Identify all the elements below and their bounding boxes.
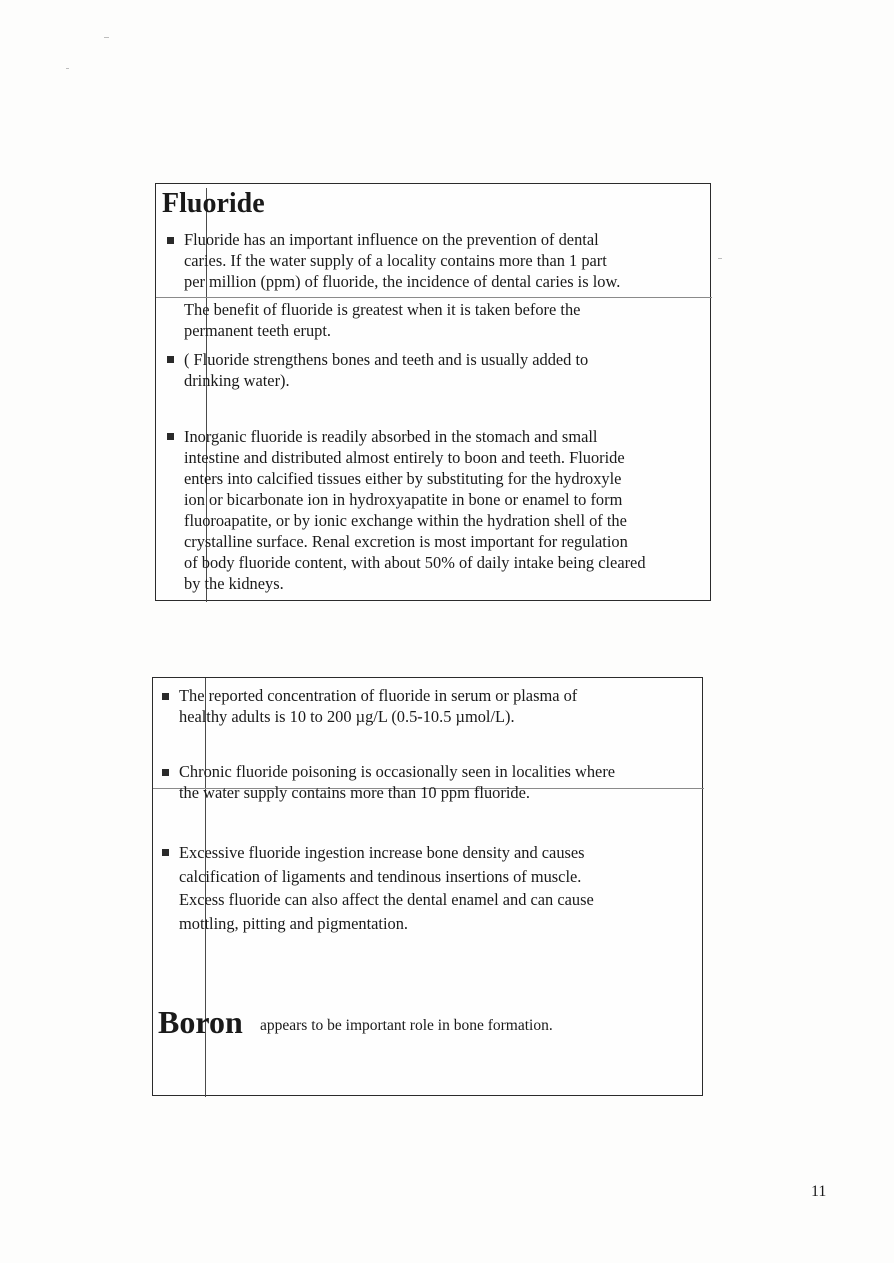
slide-fluoride-boron — [152, 677, 703, 1096]
bullet-icon — [162, 849, 169, 856]
paragraph-excessive-fluoride: Excessive fluoride ingestion increase bone density and causes calcification of ligaments and tendinous insertions of muscle. Excess fluoride can also affect the dental enamel and can cause mottling, pitting and pigmentation. — [179, 843, 594, 933]
boron-heading: Boron — [158, 1004, 243, 1040]
page-number: 11 — [811, 1183, 827, 1200]
bullet-icon — [162, 769, 169, 776]
bullet-icon — [167, 433, 174, 440]
paragraph-fluoride-bones: ( Fluoride strengthens bones and teeth and is usually added to drinking water). — [184, 350, 589, 390]
scan-speck — [718, 258, 722, 259]
scan-speck — [66, 68, 69, 69]
bullet-icon — [167, 356, 174, 363]
paragraph-chronic-poisoning: Chronic fluoride poisoning is occasionally seen in localities where the water supply contains more than 10 ppm fluoride. — [179, 762, 616, 802]
slide-title: Fluoride — [162, 188, 265, 219]
paragraph-fluoride-absorption: Inorganic fluoride is readily absorbed in the stomach and small intestine and distributed almost entirely to boon and teeth. Fluoride enters into calcified tissues either by substituting for the hydroxyle ion or bicarbonate ion in hydroxyapatite in bone or enamel to form fluoroapatite, or by ionic exchange within the hydration shell of the crystalline surface. Renal excretion is most important for regulation of body fluoride content, with about 50% of daily intake being cleared by the kidneys. — [184, 427, 646, 593]
bullet-icon — [167, 237, 174, 244]
paragraph-serum-concentration: The reported concentration of fluoride in serum or plasma of healthy adults is 10 to 200 µg/L (0.5-10.5 µmol/L). — [179, 686, 578, 726]
paragraph-fluoride-benefit: The benefit of fluoride is greatest when it is taken before the permanent teeth erupt. — [184, 300, 581, 340]
slide-fluoride — [155, 183, 711, 601]
paragraph-fluoride-caries: Fluoride has an important influence on the prevention of dental caries. If the water supply of a locality contains more than 1 part per million (ppm) of fluoride, the incidence of dental caries is low. — [184, 230, 621, 291]
scan-horizontal-line — [156, 297, 712, 298]
boron-description: appears to be important role in bone formation. — [260, 1017, 553, 1034]
bullet-icon — [162, 693, 169, 700]
scan-speck — [104, 37, 109, 38]
